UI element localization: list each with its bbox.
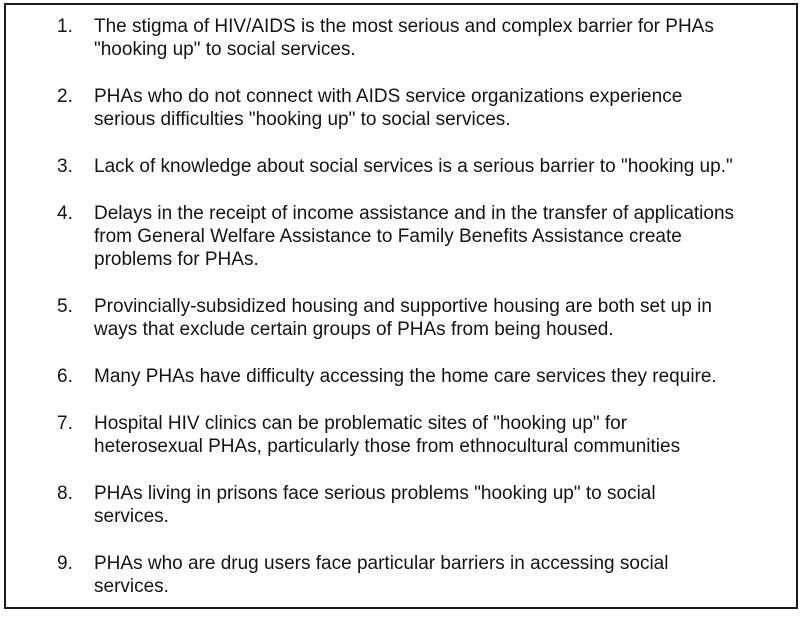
finding-number: 9.: [57, 553, 73, 574]
finding-item-4: [6, 202, 796, 271]
finding-text-line: Delays in the receipt of income assistance and in the transfer of applications: [94, 203, 735, 224]
finding-item-7: [6, 412, 796, 458]
finding-text-line: The stigma of HIV/AIDS is the most serious and complex barrier for PHAs: [94, 16, 714, 37]
finding-text-line: heterosexual PHAs, particularly those from ethnocultural communities: [94, 436, 681, 457]
finding-item-6: [6, 365, 796, 388]
finding-text-line: PHAs who do not connect with AIDS service organizations experience: [94, 86, 683, 107]
finding-item-2: [6, 85, 796, 131]
finding-text-line: Lack of knowledge about social services is a serious barrier to "hooking up.": [94, 156, 733, 177]
finding-text-line: PHAs who are drug users face particular barriers in accessing social: [94, 553, 669, 574]
finding-number: 2.: [57, 86, 73, 107]
finding-text-line: PHAs living in prisons face serious problems "hooking up" to social: [94, 483, 656, 504]
finding-item-9: [6, 552, 796, 598]
finding-text-line: "hooking up" to social services.: [94, 39, 356, 60]
findings-list: [6, 15, 796, 622]
finding-text-line: Many PHAs have difficulty accessing the home care services they require.: [94, 366, 717, 387]
finding-text-line: Provincially-subsidized housing and supportive housing are both set up in: [94, 296, 712, 317]
finding-number: 3.: [57, 156, 73, 177]
finding-item-8: [6, 482, 796, 528]
finding-item-1: [6, 15, 796, 61]
finding-item-3: [6, 155, 796, 178]
finding-number: 6.: [57, 366, 73, 387]
finding-text-line: services.: [94, 576, 169, 597]
findings-box: [4, 3, 798, 609]
finding-number: 5.: [57, 296, 73, 317]
finding-text-line: from General Welfare Assistance to Family Benefits Assistance create: [94, 226, 682, 247]
finding-text-line: problems for PHAs.: [94, 249, 259, 270]
finding-number: 8.: [57, 483, 73, 504]
finding-number: 1.: [57, 16, 73, 37]
finding-item-5: [6, 295, 796, 341]
finding-text-line: serious difficulties "hooking up" to social services.: [94, 109, 511, 130]
finding-text-line: ways that exclude certain groups of PHAs from being housed.: [94, 319, 614, 340]
finding-text-line: services.: [94, 506, 169, 527]
finding-number: 4.: [57, 203, 73, 224]
finding-number: 7.: [57, 413, 73, 434]
finding-text-line: Hospital HIV clinics can be problematic sites of "hooking up" for: [94, 413, 628, 434]
